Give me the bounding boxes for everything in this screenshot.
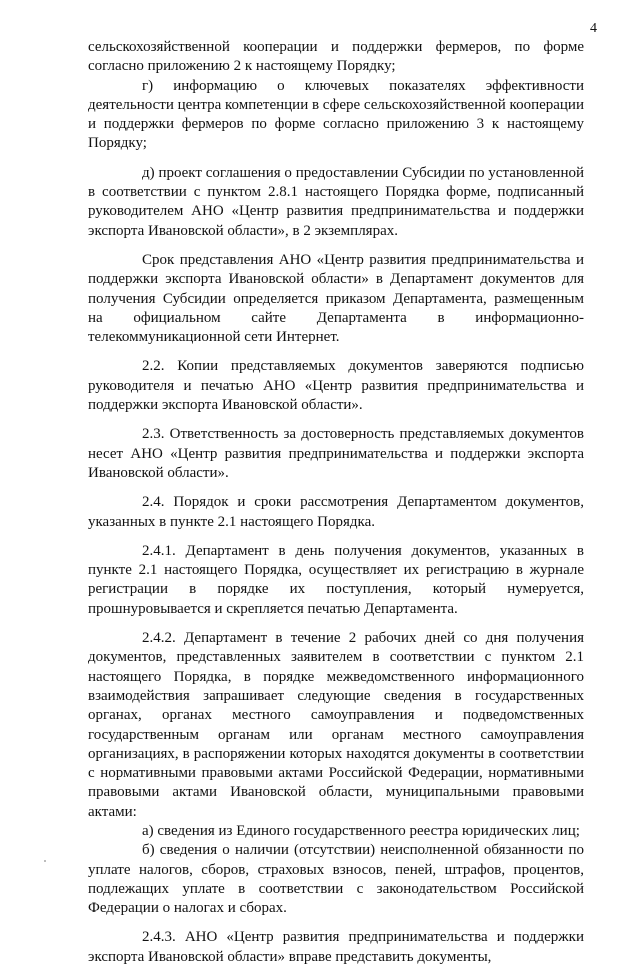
- paragraph-item-a: а) сведения из Единого государственного реестра юридических лиц;: [142, 822, 580, 839]
- paragraph-2-4-2: 2.4.2. Департамент в течение 2 рабочих дней со дня получения документов, представленных заявителем в соответствии с пунктом 2.1 настоящего Порядка, в порядке межведомственного информационного взаимодействия запрашивает следующие сведения в государственных органах, органах местного самоуправления и подведомственных государственным органам или органам местного самоуправления организациях, в распоряжении которых находятся документы в соответствии с нормативными правовыми актами Российской Федерации, нормативными правовыми актами Ивановской области, муниципальными правовыми актами:: [88, 630, 584, 820]
- paragraph-continuation: сельскохозяйственной кооперации и поддержки фермеров, по форме согласно приложению 2 к настоящему Порядку;: [88, 39, 584, 75]
- paragraph-item-g: г) информацию о ключевых показателях эффективности деятельности центра компетенции в сфере сельскохозяйственной кооперации и поддержки фермеров по форме согласно приложению 3 к настоящему Порядку;: [88, 77, 584, 152]
- paragraph-2-2: 2.2. Копии представляемых документов заверяются подписью руководителя и печатью АНО «Центр развития предпринимательства и поддержки экспорта Ивановской области».: [88, 358, 584, 414]
- paragraph-2-4-3: 2.4.3. АНО «Центр развития предпринимательства и поддержки экспорта Ивановской области» вправе представить документы,: [88, 929, 584, 965]
- paragraph-item-d: д) проект соглашения о предоставлении Субсидии по установленной в соответствии с пунктом 2.8.1 настоящего Порядка форме, подписанный руководителем АНО «Центр развития предпринимательства и поддержки экспорта Ивановской области», в 2 экземплярах.: [88, 164, 584, 239]
- paragraph-2-4-1: 2.4.1. Департамент в день получения документов, указанных в пункте 2.1 настоящего Порядка, осуществляет их регистрацию в журнале регистрации в порядке их поступления, который нумеруется, прошнуровывается и скрепляется печатью Департамента.: [88, 542, 584, 617]
- paragraph-2-4: 2.4. Порядок и сроки рассмотрения Департаментом документов, указанных в пункте 2.1 настоящего Порядка.: [88, 494, 584, 530]
- paragraph-2-3: 2.3. Ответственность за достоверность представляемых документов несет АНО «Центр развития предпринимательства и поддержки экспорта Ивановской области».: [88, 426, 584, 481]
- document-body: [88, 38, 584, 967]
- scan-dot: [44, 860, 46, 862]
- paragraph-item-b: б) сведения о наличии (отсутствии) неисполненной обязанности по уплате налогов, сборов, страховых взносов, пеней, штрафов, процентов, подлежащих уплате в соответствии с законодательством Российской Федерации о налогах и сборах.: [88, 842, 584, 917]
- paragraph-submission-deadline: Срок представления АНО «Центр развития предпринимательства и поддержки экспорта Ивановской области» в Департамент документов для получения Субсидии определяется приказом Департамента, размещенным на официальном сайте Департамента в информационно-телекоммуникационной сети Интернет.: [88, 251, 584, 346]
- page-number: 4: [590, 21, 597, 36]
